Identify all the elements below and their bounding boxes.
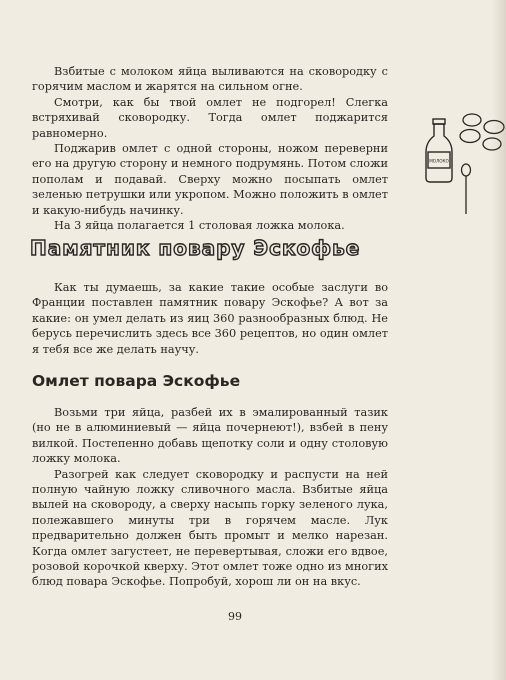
paragraph: Возьми три яйца, разбей их в эмалированный тазик (но не в алюминиевый — яйца почернеют!), взбей в пену вилкой. Постепенно добавь щепотку соли и одну столовую ложку молока.: [32, 406, 388, 466]
paragraph: Поджарив омлет с одной стороны, ножом переверни его на другую сторону и немного подрумянь. Потом сложи пополам и подавай. Сверху можно посыпать омлет зеленью петрушки или укропом. Можно положить в омлет и какую-нибудь начинку.: [32, 142, 388, 217]
bottle-label: МОЛОКО: [429, 158, 449, 164]
text-block-top: [32, 64, 388, 233]
paragraph: Как ты думаешь, за какие такие особые заслуги во Франции поставлен памятник повару Эскофье? А вот за какие: он умел делать из яиц 360 разнообразных блюд. Не берусь перечислить здесь все 360 рецептов, но один омлет я тебя все же делать научу.: [32, 281, 388, 356]
milk-bottle-icon: [426, 119, 452, 182]
paragraph: Смотри, как бы твой омлет не подгорел! Слегка встряхивай сковородку. Тогда омлет поджарится равномерно.: [32, 95, 388, 140]
text-block-intro: [32, 280, 388, 357]
page-number: 99: [228, 610, 242, 623]
paragraph: На 3 яйца полагается 1 столовая ложка молока.: [54, 219, 345, 233]
spoon-icon: [462, 164, 471, 214]
paragraph: Взбитые с молоком яйца выливаются на сковородку с горячим маслом и жарятся на сильном огне.: [32, 65, 388, 94]
text-block-recipe: [32, 405, 388, 590]
page-spine-shadow: [492, 0, 506, 680]
recipe-heading: Омлет повара Эскофье: [32, 372, 241, 390]
paragraph: Разогрей как следует сковородку и распусти на ней полную чайную ложку сливочного масла. Взбитые яйца вылей на сковороду, а сверху насыпь горку зеленого лука, полежавшего минуты три в горячем масле. Лук предварительно должен быть промыт и мелко нарезан. Когда омлет загустеет, не перевертывая, сложи его вдвое, розовой корочкой кверху. Этот омлет тоже одно из многих блюд повара Эскофье. Попробуй, хорош ли он на вкус.: [32, 467, 388, 589]
section-title: Памятник повару Эскофье: [30, 236, 361, 260]
